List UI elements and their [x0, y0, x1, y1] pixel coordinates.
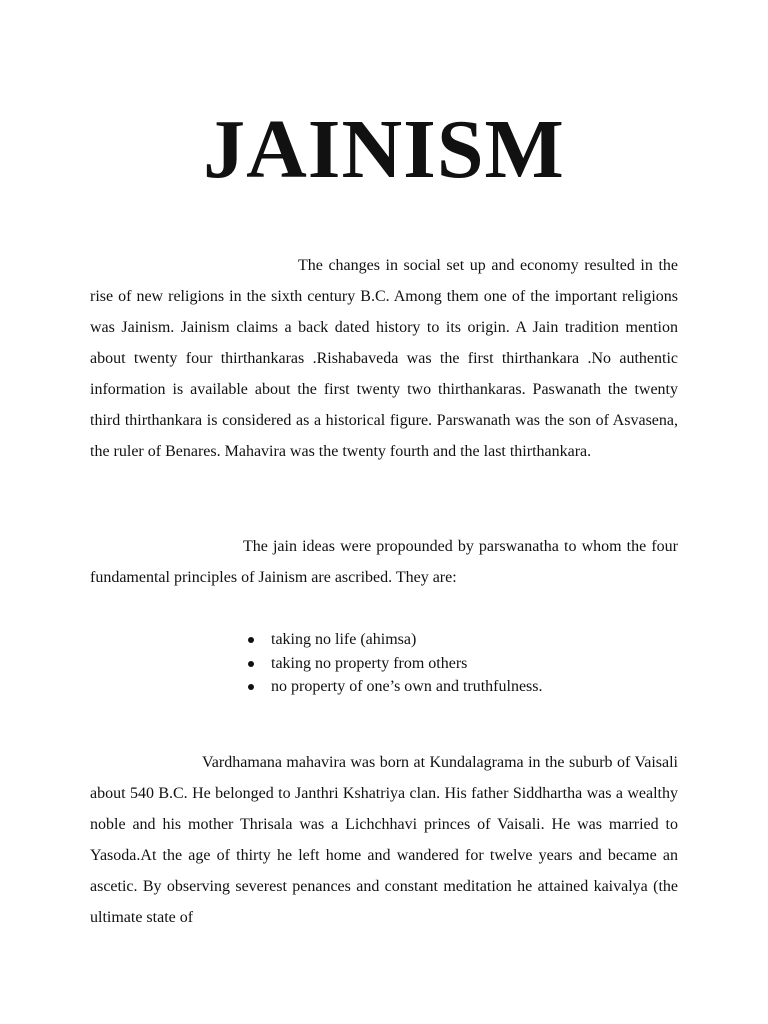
- list-item: [246, 628, 543, 652]
- principles-list: [246, 628, 543, 699]
- list-item-text: taking no property from others: [271, 654, 468, 672]
- list-item-text: no property of one’s own and truthfulness.: [271, 678, 543, 695]
- bullet-icon: [248, 661, 254, 667]
- paragraph-principles-intro: The jain ideas were propounded by parswanatha to whom the four fundamental principles of Jainism are ascribed. They are:: [90, 538, 678, 586]
- document-title: JAINISM: [203, 103, 565, 196]
- bullet-icon: [248, 637, 254, 643]
- paragraph-origins: The changes in social set up and economy resulted in the rise of new religions in the sixth century B.C. Among them one of the important religions was Jainism. Jainism claims a back dated history to its origin. A Jain tradition mention about twenty four thirthankaras .Rishabaveda was the first thirthankara .No authentic information is available about the first twenty two thirthankaras. Paswanath the twenty third thirthankara is considered as a historical figure. Parswanath was the son of Asvasena, the ruler of Benares. Mahavira was the twenty fourth and the last thirthankara.: [90, 257, 678, 460]
- list-item: [246, 652, 543, 676]
- list-item-text: taking no life (ahimsa): [271, 631, 417, 648]
- bullet-icon: [248, 684, 254, 690]
- list-item: [246, 675, 543, 699]
- paragraph-mahavira: Vardhamana mahavira was born at Kundalagrama in the suburb of Vaisali about 540 B.C. He belonged to Janthri Kshatriya clan. His father Siddhartha was a wealthy noble and his mother Thrisala was a Lichchhavi princes of Vaisali. He was married to Yasoda.At the age of thirty he left home and wandered for twelve years and became an ascetic. By observing severest penances and constant meditation he attained kaivalya (the ultimate state of: [90, 754, 678, 926]
